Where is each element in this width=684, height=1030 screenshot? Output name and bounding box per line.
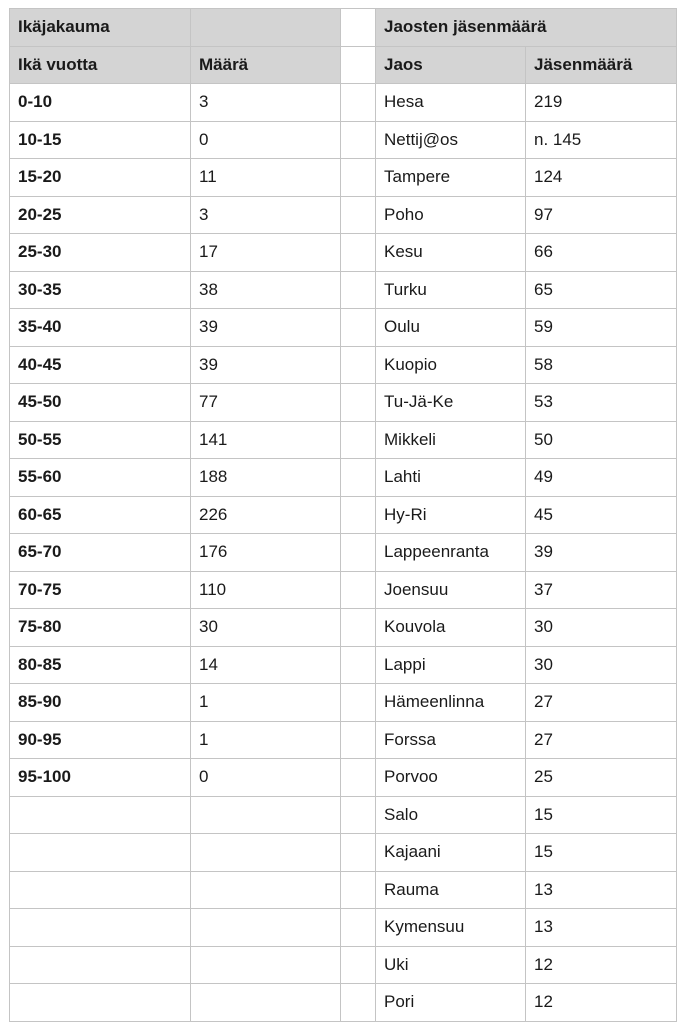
age-count-cell: 1 <box>191 684 341 722</box>
table-row <box>10 346 677 384</box>
age-range-cell: 95-100 <box>10 759 191 797</box>
branch-name-cell: Nettij@os <box>376 121 526 159</box>
age-range-cell: 30-35 <box>10 271 191 309</box>
age-range-cell: 85-90 <box>10 684 191 722</box>
table-row <box>10 496 677 534</box>
branch-members-cell: 15 <box>526 796 677 834</box>
age-count-cell: 0 <box>191 121 341 159</box>
age-range-cell: 35-40 <box>10 309 191 347</box>
branch-name-cell: Mikkeli <box>376 421 526 459</box>
branch-members-cell: 39 <box>526 534 677 572</box>
age-count-cell: 14 <box>191 646 341 684</box>
age-range-cell: 80-85 <box>10 646 191 684</box>
header-cell-empty <box>191 9 341 47</box>
gap-cell <box>341 721 376 759</box>
branch-name-cell: Lahti <box>376 459 526 497</box>
age-range-cell: 10-15 <box>10 121 191 159</box>
branch-name-cell: Hesa <box>376 84 526 122</box>
table-row <box>10 384 677 422</box>
age-count-cell: 141 <box>191 421 341 459</box>
table-row <box>10 459 677 497</box>
gap-cell <box>341 946 376 984</box>
branch-name-cell: Forssa <box>376 721 526 759</box>
column-header-row <box>10 46 677 84</box>
branch-members-cell: 50 <box>526 421 677 459</box>
gap-cell <box>341 121 376 159</box>
table-row <box>10 421 677 459</box>
age-range-cell: 0-10 <box>10 84 191 122</box>
branch-name-cell: Hy-Ri <box>376 496 526 534</box>
branch-members-cell: 13 <box>526 871 677 909</box>
age-range-cell: 55-60 <box>10 459 191 497</box>
table-row <box>10 271 677 309</box>
age-range-cell: 60-65 <box>10 496 191 534</box>
age-count-cell <box>191 946 341 984</box>
branch-name-cell: Lappeenranta <box>376 534 526 572</box>
table-row <box>10 309 677 347</box>
gap-cell <box>341 234 376 272</box>
branch-members-cell: 27 <box>526 684 677 722</box>
age-range-cell: 45-50 <box>10 384 191 422</box>
branch-column-header: Jaos <box>376 46 526 84</box>
age-range-cell <box>10 984 191 1022</box>
age-count-cell: 226 <box>191 496 341 534</box>
table-row <box>10 946 677 984</box>
branch-name-cell: Porvoo <box>376 759 526 797</box>
age-range-cell: 50-55 <box>10 421 191 459</box>
branch-name-cell: Turku <box>376 271 526 309</box>
branch-name-cell: Hämeenlinna <box>376 684 526 722</box>
branch-name-cell: Salo <box>376 796 526 834</box>
age-range-cell <box>10 909 191 947</box>
members-column-header: Jäsenmäärä <box>526 46 677 84</box>
branch-name-cell: Tu-Jä-Ke <box>376 384 526 422</box>
age-range-cell: 70-75 <box>10 571 191 609</box>
age-range-cell: 90-95 <box>10 721 191 759</box>
branch-members-cell: 12 <box>526 946 677 984</box>
age-range-cell: 15-20 <box>10 159 191 197</box>
age-count-cell <box>191 796 341 834</box>
age-range-cell <box>10 871 191 909</box>
gap-cell <box>341 421 376 459</box>
branch-members-cell: 37 <box>526 571 677 609</box>
gap-cell <box>341 159 376 197</box>
gap-cell <box>341 909 376 947</box>
branch-name-cell: Lappi <box>376 646 526 684</box>
branch-members-cell: 15 <box>526 834 677 872</box>
gap-cell <box>341 984 376 1022</box>
gap-cell <box>341 496 376 534</box>
age-range-cell <box>10 834 191 872</box>
branch-members-cell: 30 <box>526 609 677 647</box>
age-count-cell <box>191 834 341 872</box>
age-count-cell: 30 <box>191 609 341 647</box>
branch-members-cell: 49 <box>526 459 677 497</box>
branch-members-title: Jaosten jäsenmäärä <box>376 9 677 47</box>
count-column-header: Määrä <box>191 46 341 84</box>
branch-members-cell: 30 <box>526 646 677 684</box>
age-count-cell: 39 <box>191 346 341 384</box>
age-range-cell <box>10 946 191 984</box>
branch-members-cell: 219 <box>526 84 677 122</box>
branch-name-cell: Tampere <box>376 159 526 197</box>
branch-name-cell: Poho <box>376 196 526 234</box>
gap-cell <box>341 646 376 684</box>
age-column-header: Ikä vuotta <box>10 46 191 84</box>
table-row <box>10 609 677 647</box>
age-count-cell: 39 <box>191 309 341 347</box>
gap-cell <box>341 759 376 797</box>
age-count-cell <box>191 909 341 947</box>
branch-name-cell: Rauma <box>376 871 526 909</box>
table-row <box>10 84 677 122</box>
gap-cell <box>341 84 376 122</box>
gap-cell <box>341 9 376 47</box>
gap-cell <box>341 534 376 572</box>
branch-members-cell: 59 <box>526 309 677 347</box>
table-row <box>10 646 677 684</box>
age-count-cell: 11 <box>191 159 341 197</box>
age-count-cell: 3 <box>191 196 341 234</box>
table-row <box>10 984 677 1022</box>
gap-cell <box>341 834 376 872</box>
branch-name-cell: Joensuu <box>376 571 526 609</box>
branch-name-cell: Kouvola <box>376 609 526 647</box>
age-count-cell: 77 <box>191 384 341 422</box>
table-row <box>10 871 677 909</box>
table-row <box>10 196 677 234</box>
table-row <box>10 159 677 197</box>
age-count-cell: 176 <box>191 534 341 572</box>
branch-members-cell: 66 <box>526 234 677 272</box>
branch-members-cell: 58 <box>526 346 677 384</box>
age-range-cell: 25-30 <box>10 234 191 272</box>
table-row <box>10 684 677 722</box>
gap-cell <box>341 796 376 834</box>
title-row <box>10 9 677 47</box>
gap-cell <box>341 459 376 497</box>
gap-cell <box>341 684 376 722</box>
age-count-cell <box>191 984 341 1022</box>
gap-cell <box>341 346 376 384</box>
table-row <box>10 121 677 159</box>
branch-members-cell: 25 <box>526 759 677 797</box>
branch-members-cell: 53 <box>526 384 677 422</box>
age-range-cell: 75-80 <box>10 609 191 647</box>
branch-name-cell: Kuopio <box>376 346 526 384</box>
branch-name-cell: Uki <box>376 946 526 984</box>
branch-members-cell: 45 <box>526 496 677 534</box>
gap-cell <box>341 609 376 647</box>
age-range-cell: 40-45 <box>10 346 191 384</box>
age-count-cell: 3 <box>191 84 341 122</box>
branch-name-cell: Kajaani <box>376 834 526 872</box>
table-row <box>10 534 677 572</box>
gap-cell <box>341 309 376 347</box>
gap-cell <box>341 871 376 909</box>
branch-name-cell: Kymensuu <box>376 909 526 947</box>
branch-members-cell: 97 <box>526 196 677 234</box>
gap-cell <box>341 46 376 84</box>
table-row <box>10 909 677 947</box>
age-count-cell: 38 <box>191 271 341 309</box>
branch-members-cell: n. 145 <box>526 121 677 159</box>
branch-members-cell: 27 <box>526 721 677 759</box>
branch-name-cell: Kesu <box>376 234 526 272</box>
gap-cell <box>341 196 376 234</box>
table-body <box>10 9 677 1022</box>
table-row <box>10 796 677 834</box>
branch-members-cell: 65 <box>526 271 677 309</box>
table-row <box>10 721 677 759</box>
age-count-cell: 188 <box>191 459 341 497</box>
age-count-cell: 110 <box>191 571 341 609</box>
age-count-cell: 17 <box>191 234 341 272</box>
age-range-cell <box>10 796 191 834</box>
table-row <box>10 759 677 797</box>
branch-members-cell: 12 <box>526 984 677 1022</box>
table-row <box>10 834 677 872</box>
table-row <box>10 234 677 272</box>
gap-cell <box>341 271 376 309</box>
gap-cell <box>341 384 376 422</box>
age-range-cell: 20-25 <box>10 196 191 234</box>
table-row <box>10 571 677 609</box>
gap-cell <box>341 571 376 609</box>
branch-name-cell: Pori <box>376 984 526 1022</box>
age-count-cell: 1 <box>191 721 341 759</box>
age-count-cell <box>191 871 341 909</box>
branch-members-cell: 13 <box>526 909 677 947</box>
statistics-table <box>9 8 677 1022</box>
branch-members-cell: 124 <box>526 159 677 197</box>
age-distribution-title: Ikäjakauma <box>10 9 191 47</box>
age-count-cell: 0 <box>191 759 341 797</box>
branch-name-cell: Oulu <box>376 309 526 347</box>
age-range-cell: 65-70 <box>10 534 191 572</box>
